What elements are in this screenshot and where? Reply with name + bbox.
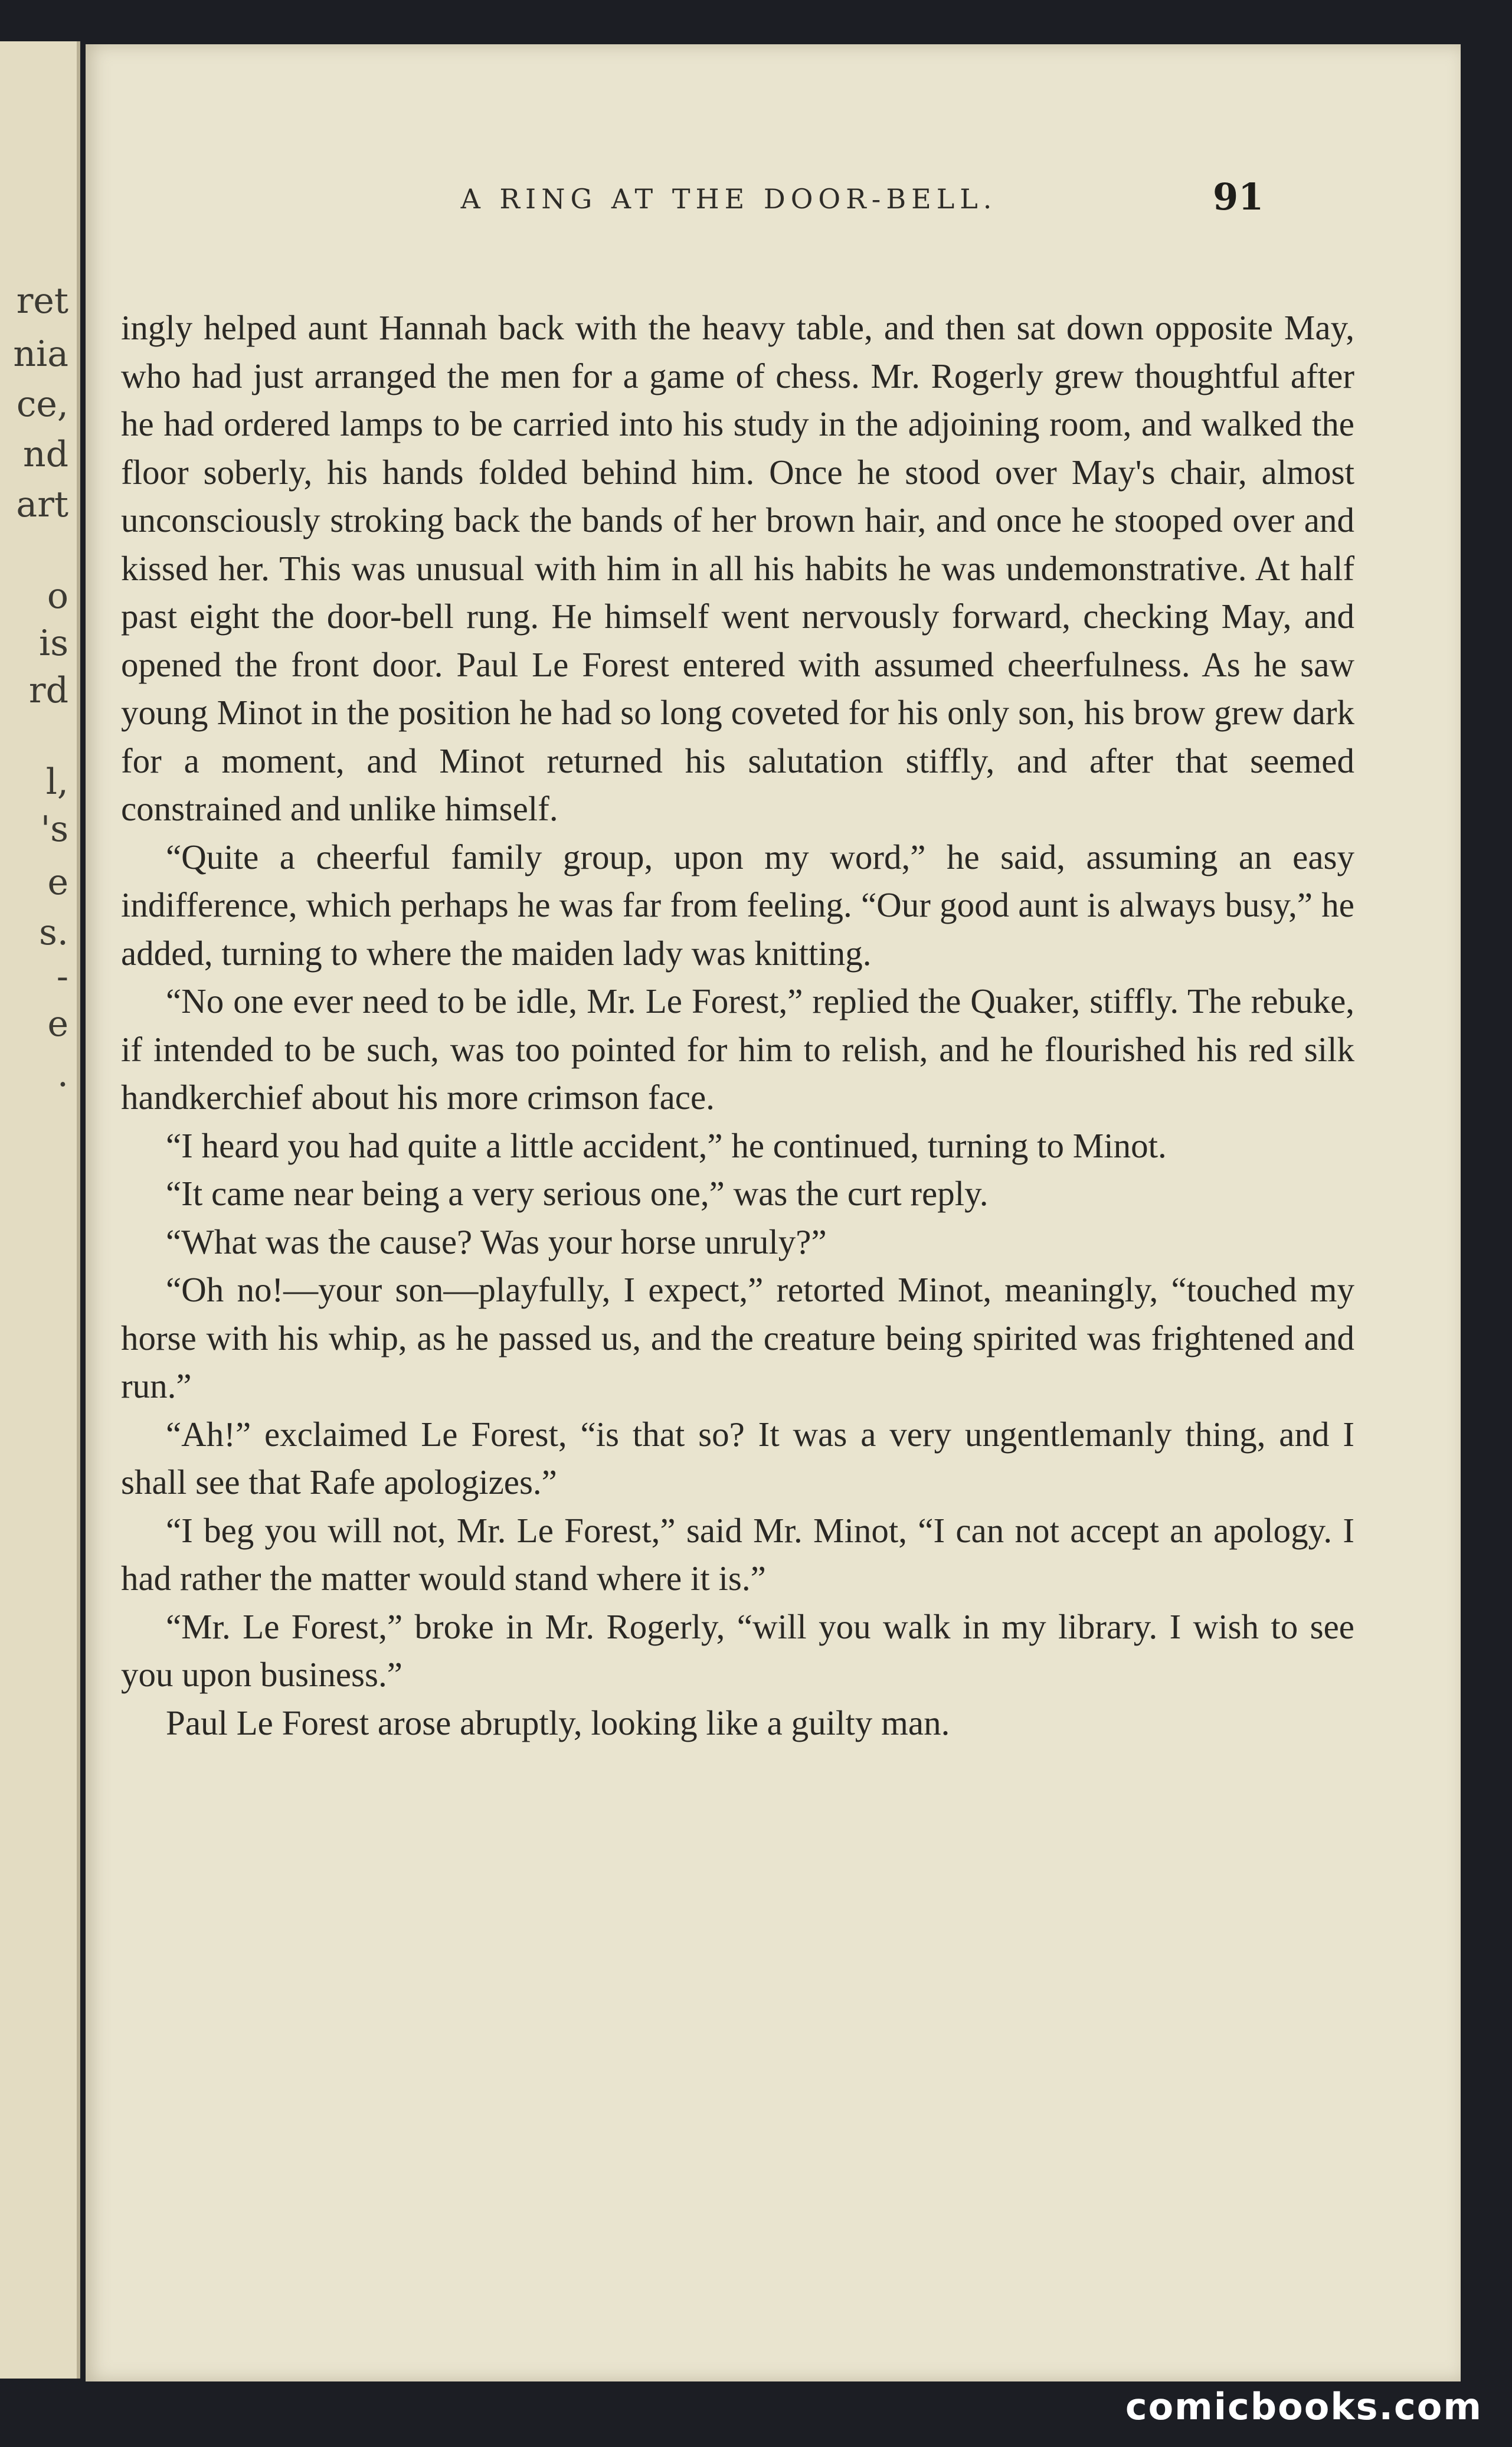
paragraph: “I beg you will not, Mr. Le Forest,” said Mr. Minot, “I can not accept an apology. I had rather the matter would stand where it is.” [121,1510,1354,1598]
watermark-logo: comicbooks.com [1125,2385,1482,2428]
running-head: A RING AT THE DOOR-BELL. [460,183,997,215]
paragraph: ingly helped aunt Hannah back with the heavy table, and then sat down opposite May, who had just arranged the men for a game of chess. Mr. Rogerly grew thoughtful after he had ordered lamps to be carried into his study in the adjoining room, and walked the floor soberly, his hands folded behind him. Once he stood over May's chair, almost unconsciously stroking back the bands of her brown hair, and once he stooped over and kissed her. This was unusual with him in all his habits he was undemonstrative. At half past eight the door-bell rung. He himself went nervously forward, checking May, and opened the front door. Paul Le Forest entered with assumed cheerfulness. As he saw young Minot in the position he had so long coveted for his only son, his brow grew dark for a moment, and Minot returned his salutation stiffly, and after that seemed constrained and unlike himself. [121,308,1354,828]
facing-page-edge [0,41,80,2379]
paragraph: Paul Le Forest arose abruptly, looking like a guilty man. [166,1703,950,1742]
facing-page-fragment: . [57,1054,68,1095]
facing-page-fragment: 's [40,809,68,850]
facing-page-fragment: ret [16,280,68,322]
body-text [121,304,1354,1747]
facing-page-fragment: nd [22,434,68,475]
facing-page-fragment: nia [13,333,68,375]
paragraph: “Oh no!—your son—playfully, I expect,” retorted Minot, meaningly, “touched my horse with his whip, as he passed us, and the creature being spirited was frightened and run.” [121,1270,1354,1405]
paragraph: “What was the cause? Was your horse unruly?” [166,1222,827,1261]
facing-page-fragment: l, [45,761,68,803]
page-number: 91 [1213,175,1264,218]
facing-page-fragment: e [47,1003,68,1045]
paragraph: “I heard you had quite a little accident,” he continued, turning to Minot. [166,1126,1167,1165]
facing-page-fragment: - [56,956,68,997]
facing-page-fragment: s. [39,912,68,953]
paragraph: “No one ever need to be idle, Mr. Le Forest,” replied the Quaker, stiffly. The rebuke, if intended to be such, was too pointed for him to relish, and he flourished his red silk handkerchief about his more crimson face. [121,982,1354,1117]
book-page [86,44,1461,2381]
facing-page-fragment: ce, [16,384,68,425]
facing-page-fragment: o [47,575,68,617]
facing-page-fragment: e [47,862,68,903]
paragraph: “Ah!” exclaimed Le Forest, “is that so? It was a very ungentlemanly thing, and I shall see that Rafe apologizes.” [121,1414,1354,1501]
paragraph: “Quite a cheerful family group, upon my word,” he said, assuming an easy indifference, which perhaps he was far from feeling. “Our good aunt is always busy,” he added, turning to where the maiden lady was knitting. [121,837,1354,973]
facing-page-fragment: art [16,484,68,525]
facing-page-fragment: is [39,623,68,664]
facing-page-fragment: rd [28,670,68,711]
paragraph: “Mr. Le Forest,” broke in Mr. Rogerly, “will you walk in my library. I wish to see you upon business.” [121,1607,1354,1694]
paragraph: “It came near being a very serious one,” was the curt reply. [166,1174,989,1213]
